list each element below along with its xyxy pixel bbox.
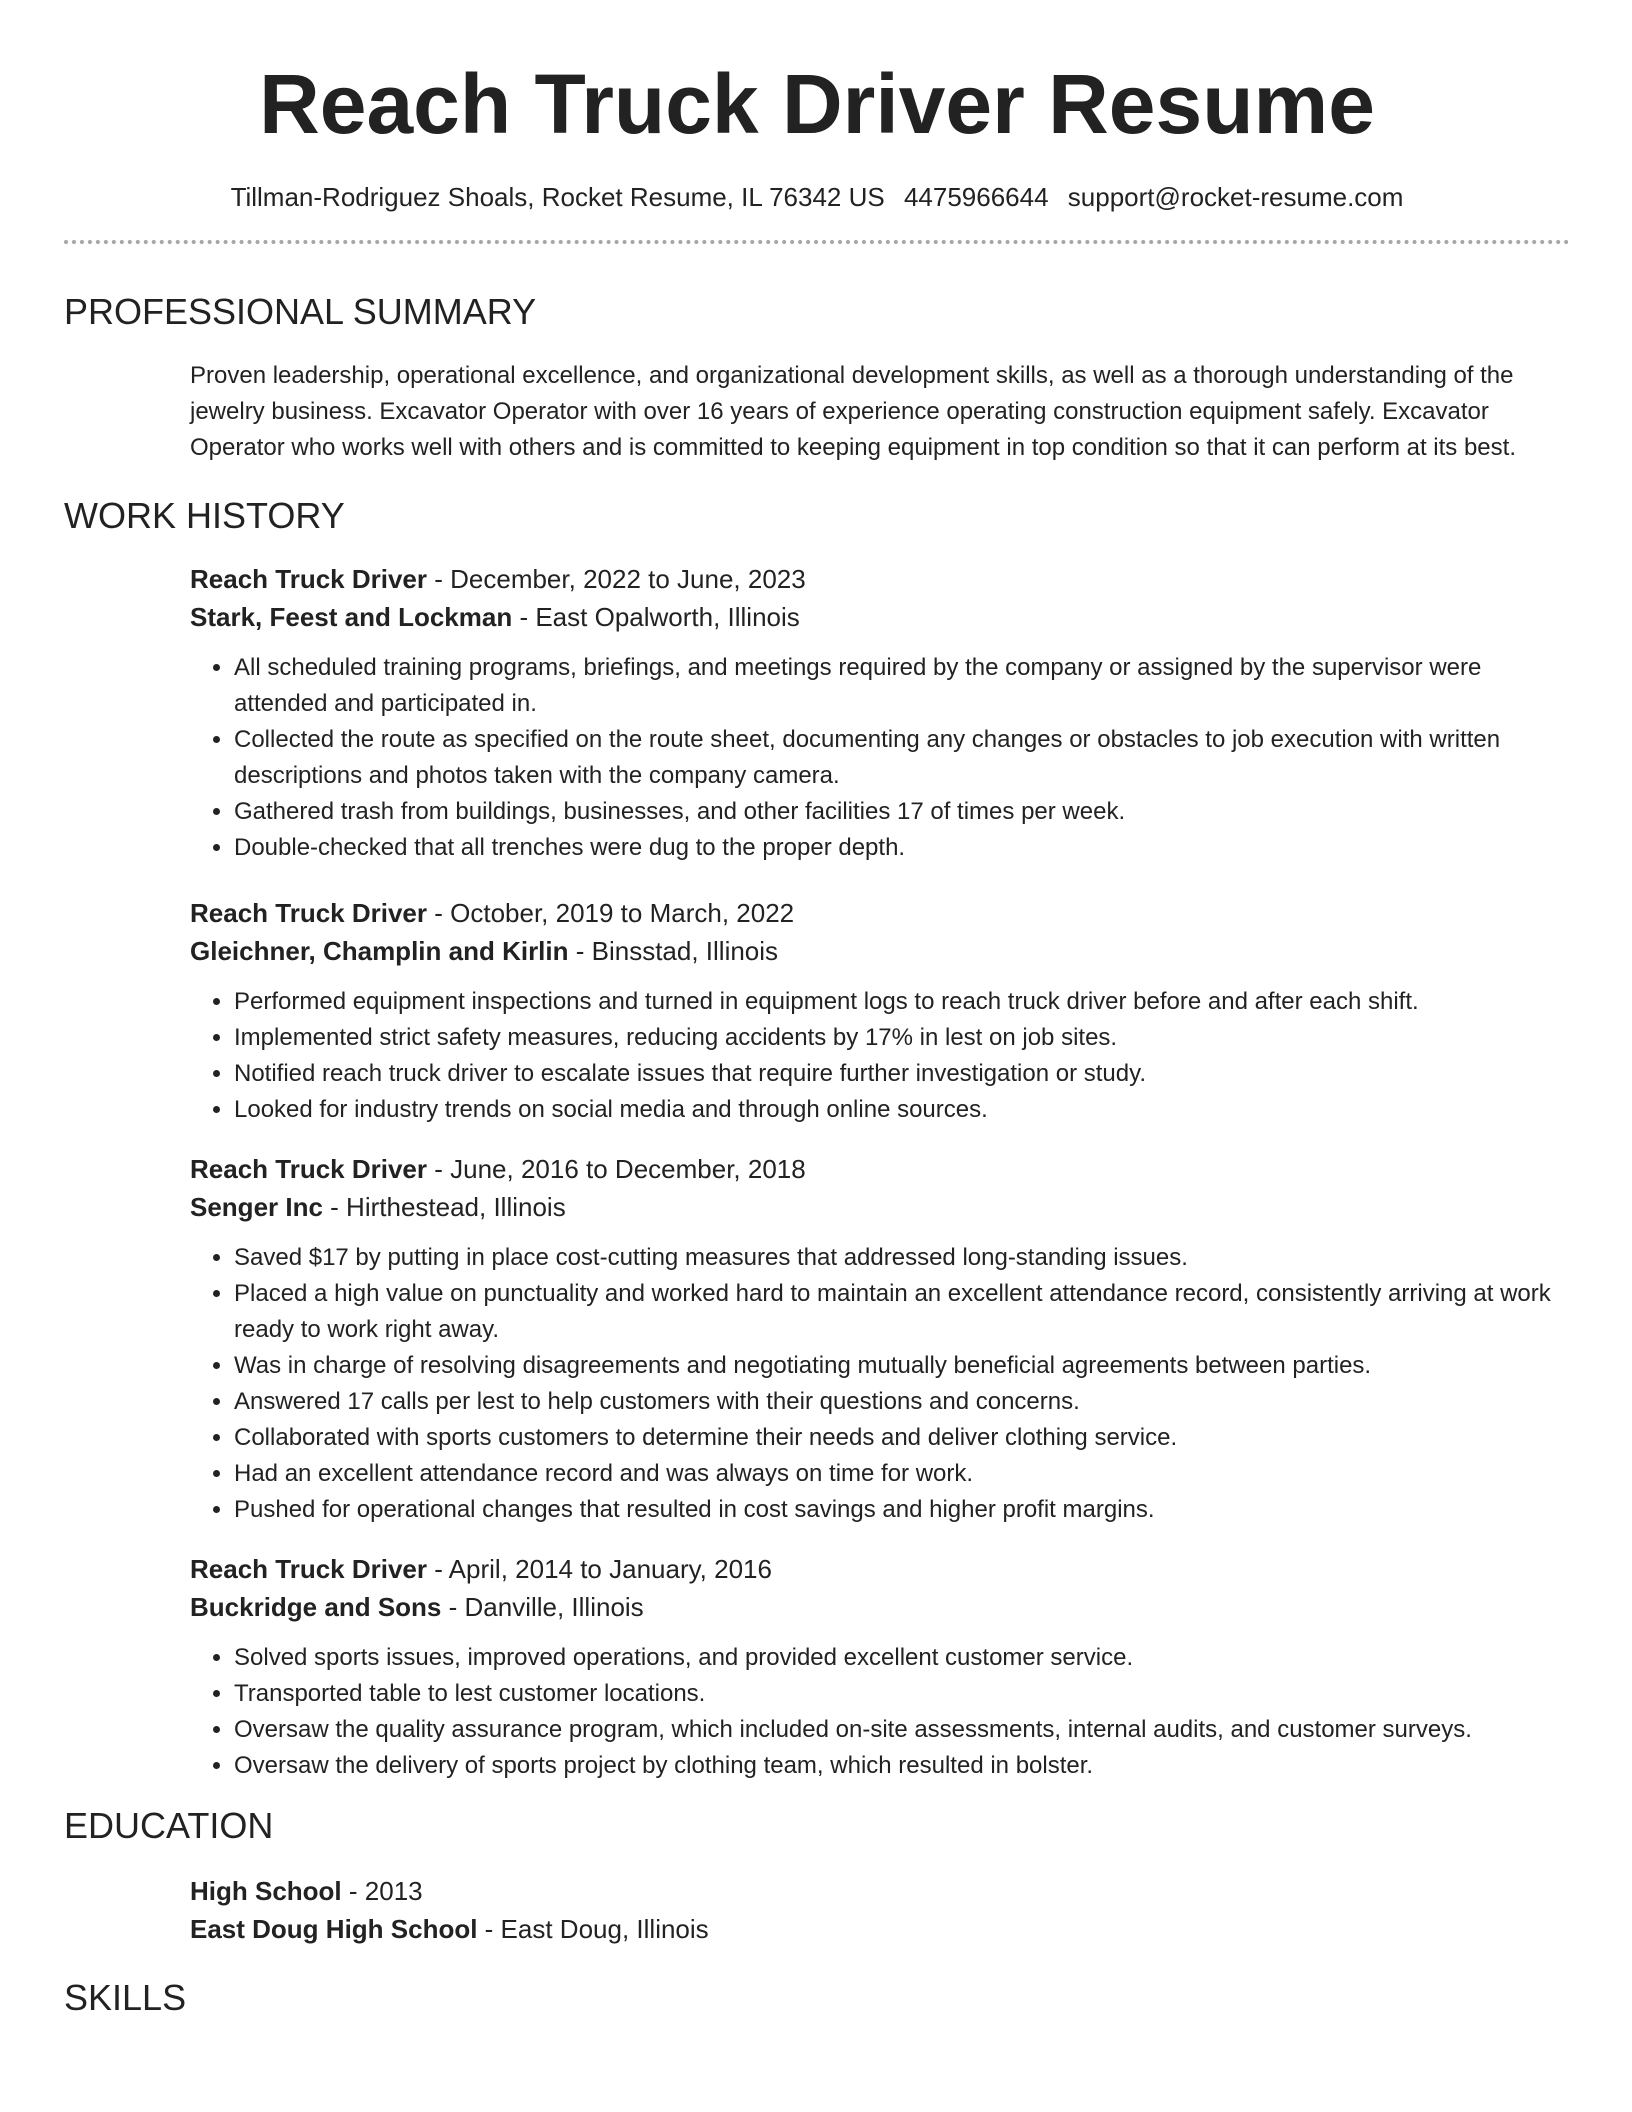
- job-company: Gleichner, Champlin and Kirlin: [190, 936, 569, 966]
- work-history-heading: WORK HISTORY: [64, 495, 345, 536]
- job-bullets: [190, 984, 1570, 1128]
- job-entry: [190, 1150, 1570, 1528]
- job-entry: [190, 894, 1570, 1128]
- job-company: Senger Inc: [190, 1192, 323, 1222]
- job-company-line: [190, 1588, 1570, 1626]
- education-heading: EDUCATION: [64, 1805, 274, 1846]
- resume-title: Reach Truck Driver Resume: [259, 57, 1375, 151]
- job-title: Reach Truck Driver: [190, 1154, 428, 1184]
- job-company-line: [190, 598, 1570, 636]
- job-company-line: [190, 1188, 1570, 1226]
- list-item: • Placed a high value on punctuality and worked hard to maintain an excellent attendance record, consistently arriving at work ready to work right away.: [234, 1276, 1570, 1348]
- list-item: • All scheduled training programs, briefings, and meetings required by the company or assigned by the supervisor were attended and participated in.: [234, 650, 1570, 722]
- contact-email: support@rocket-resume.com: [1067, 182, 1404, 212]
- list-item: • Notified reach truck driver to escalate issues that require further investigation or study.: [234, 1056, 1570, 1092]
- job-title-line: [190, 894, 1570, 932]
- contact-info: [64, 180, 1570, 214]
- list-item: • Collaborated with sports customers to determine their needs and deliver clothing service.: [234, 1420, 1570, 1456]
- list-item: • Was in charge of resolving disagreements and negotiating mutually beneficial agreements between parties.: [234, 1348, 1570, 1384]
- list-item: • Looked for industry trends on social media and through online sources.: [234, 1092, 1570, 1128]
- job-location: - East Opalworth, Illinois: [512, 602, 800, 632]
- summary-heading: PROFESSIONAL SUMMARY: [64, 291, 537, 332]
- job-location: - Binsstad, Illinois: [568, 936, 779, 966]
- list-item: • Implemented strict safety measures, reducing accidents by 17% in lest on job sites.: [234, 1020, 1570, 1056]
- job-title: Reach Truck Driver: [190, 564, 428, 594]
- job-bullets: [190, 1240, 1570, 1528]
- job-company: Buckridge and Sons: [190, 1592, 442, 1622]
- job-title-line: [190, 1150, 1570, 1188]
- list-item: • Double-checked that all trenches were dug to the proper depth.: [234, 830, 1570, 866]
- education-location: - East Doug, Illinois: [477, 1914, 709, 1944]
- list-item: • Saved $17 by putting in place cost-cutting measures that addressed long-standing issues.: [234, 1240, 1570, 1276]
- job-bullets: [190, 650, 1570, 866]
- job-bullets: [190, 1640, 1570, 1784]
- list-item: • Oversaw the quality assurance program, which included on-site assessments, internal audits, and customer surveys.: [234, 1712, 1570, 1748]
- list-item: • Answered 17 calls per lest to help customers with their questions and concerns.: [234, 1384, 1570, 1420]
- list-item: • Had an excellent attendance record and was always on time for work.: [234, 1456, 1570, 1492]
- job-title-line: [190, 560, 1570, 598]
- list-item: • Pushed for operational changes that resulted in cost savings and higher profit margins.: [234, 1492, 1570, 1528]
- job-entry: [190, 1550, 1570, 1784]
- job-title: Reach Truck Driver: [190, 898, 428, 928]
- job-title-line: [190, 1550, 1570, 1588]
- list-item: • Performed equipment inspections and turned in equipment logs to reach truck driver before and after each shift.: [234, 984, 1570, 1020]
- list-item: • Gathered trash from buildings, businesses, and other facilities 17 of times per week.: [234, 794, 1570, 830]
- job-dates: - April, 2014 to January, 2016: [427, 1554, 772, 1584]
- education-school: East Doug High School: [190, 1914, 478, 1944]
- job-company: Stark, Feest and Lockman: [190, 602, 513, 632]
- job-dates: - June, 2016 to December, 2018: [427, 1154, 806, 1184]
- education-degree: High School: [190, 1876, 342, 1906]
- education-degree-line: [190, 1872, 1570, 1910]
- job-dates: - October, 2019 to March, 2022: [427, 898, 795, 928]
- education-school-line: [190, 1910, 1570, 1948]
- education-entry: [190, 1872, 1570, 1948]
- job-dates: - December, 2022 to June, 2023: [427, 564, 806, 594]
- contact-phone: 4475966644: [903, 182, 1049, 212]
- contact-address: Tillman-Rodriguez Shoals, Rocket Resume, IL 76342 US: [230, 182, 885, 212]
- summary-text: Proven leadership, operational excellence, and organizational development skills, as well as a thorough understanding of the jewelry business. Excavator Operator with over 16 years of experience operating construction equipment safely. Excavator Operator who works well with others and is committed to keeping equipment in top condition so that it can perform at its best.: [190, 362, 1516, 461]
- job-entry: [190, 560, 1570, 866]
- list-item: • Transported table to lest customer locations.: [234, 1676, 1570, 1712]
- job-title: Reach Truck Driver: [190, 1554, 428, 1584]
- education-year: - 2013: [341, 1876, 423, 1906]
- list-item: • Solved sports issues, improved operations, and provided excellent customer service.: [234, 1640, 1570, 1676]
- header-divider: [64, 240, 1570, 244]
- resume-page: [64, 0, 1570, 2020]
- list-item: • Collected the route as specified on the route sheet, documenting any changes or obstacles to job execution with written descriptions and photos taken with the company camera.: [234, 722, 1570, 794]
- skills-heading: SKILLS: [64, 1977, 187, 2018]
- job-location: - Hirthestead, Illinois: [322, 1192, 566, 1222]
- list-item: • Oversaw the delivery of sports project by clothing team, which resulted in bolster.: [234, 1748, 1570, 1784]
- job-company-line: [190, 932, 1570, 970]
- job-location: - Danville, Illinois: [441, 1592, 644, 1622]
